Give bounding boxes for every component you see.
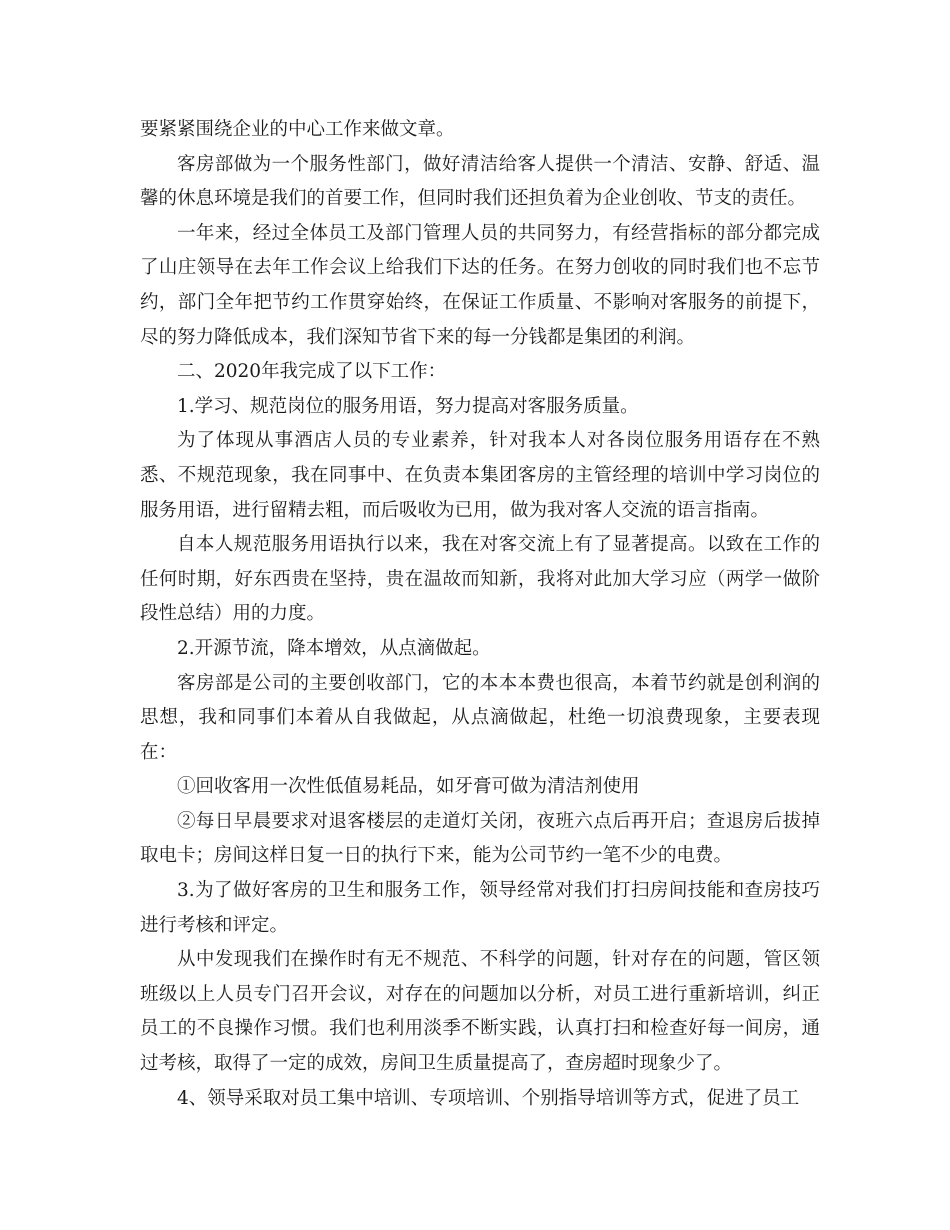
paragraph-service-language-result: 自本人规范服务用语执行以来，我在对客交流上有了显著提高。以致在工作的任何时期，好东西贵在坚持，贵在温故而知新，我将对此加大学习应（两学一做阶段性总结）用的力度。 — [140, 534, 820, 625]
section-heading-work-completed: 二、2020年我完成了以下工作： — [177, 361, 447, 383]
item-heading-service-language: 1.学习、规范岗位的服务用语，努力提高对客服务质量。 — [177, 395, 639, 417]
paragraph-annual-summary: 一年来，经过全体员工及部门管理人员的共同努力，有经营指标的部分都完成了山庄领导在去年工作会议上给我们下达的任务。在努力创收的同时我们也不忘节约，部门全年把节约工作贯穿始终，在保证工作质量、不影响对客服务的前提下，尽的努力降低成本，我们深知节省下来的每一分钱都是集团的利润。 — [140, 222, 820, 348]
item-heading-assessment: 3.为了做好客房的卫生和服务工作，领导经常对我们打扫房间技能和查房技巧进行考核和评定。 — [140, 880, 820, 936]
paragraph-cost-saving: 客房部是公司的主要创收部门，它的本本本费也很高，本着节约就是创利润的思想，我和同事们本着从自我做起，从点滴做起，杜绝一切浪费现象，主要表现在： — [140, 672, 820, 763]
list-item-recycle-consumables: ①回收客用一次性低值易耗品，如牙膏可做为清洁剂使用 — [177, 776, 640, 798]
document-body — [140, 113, 820, 1116]
item-heading-training: 4、领导采取对员工集中培训、专项培训、个别指导培训等方式，促进了员工 — [177, 1087, 800, 1109]
item-heading-cost-saving: 2.开源节流，降本增效，从点滴做起。 — [177, 637, 491, 659]
paragraph-assessment-result: 从中发现我们在操作时有无不规范、不科学的问题，针对存在的问题，管区领班级以上人员专门召开会议，对存在的问题加以分析，对员工进行重新培训，纠正员工的不良操作习惯。我们也利用淡季不断实践，认真打扫和检查好每一间房，通过考核，取得了一定的成效，房间卫生质量提高了，查房超时现象少了。 — [140, 949, 820, 1075]
paragraph-service-department: 客房部做为一个服务性部门，做好清洁给客人提供一个清洁、安静、舒适、温馨的休息环境是我们的首要工作，但同时我们还担负着为企业创收、节支的责任。 — [140, 153, 820, 210]
paragraph-service-language-study: 为了体现从事酒店人员的专业素养，针对我本人对各岗位服务用语存在不熟悉、不规范现象，我在同事中、在负责本集团客房的主管经理的培训中学习岗位的服务用语，进行留精去粗，而后吸收为已用，做为我对客人交流的语言指南。 — [140, 430, 820, 521]
paragraph-continuation: 要紧紧围绕企业的中心工作来做文章。 — [140, 119, 455, 140]
list-item-power-saving: ②每日早晨要求对退客楼层的走道灯关闭，夜班六点后再开启；查退房后拔掉取电卡；房间这样日复一日的执行下来，能为公司节约一笔不少的电费。 — [140, 810, 820, 867]
